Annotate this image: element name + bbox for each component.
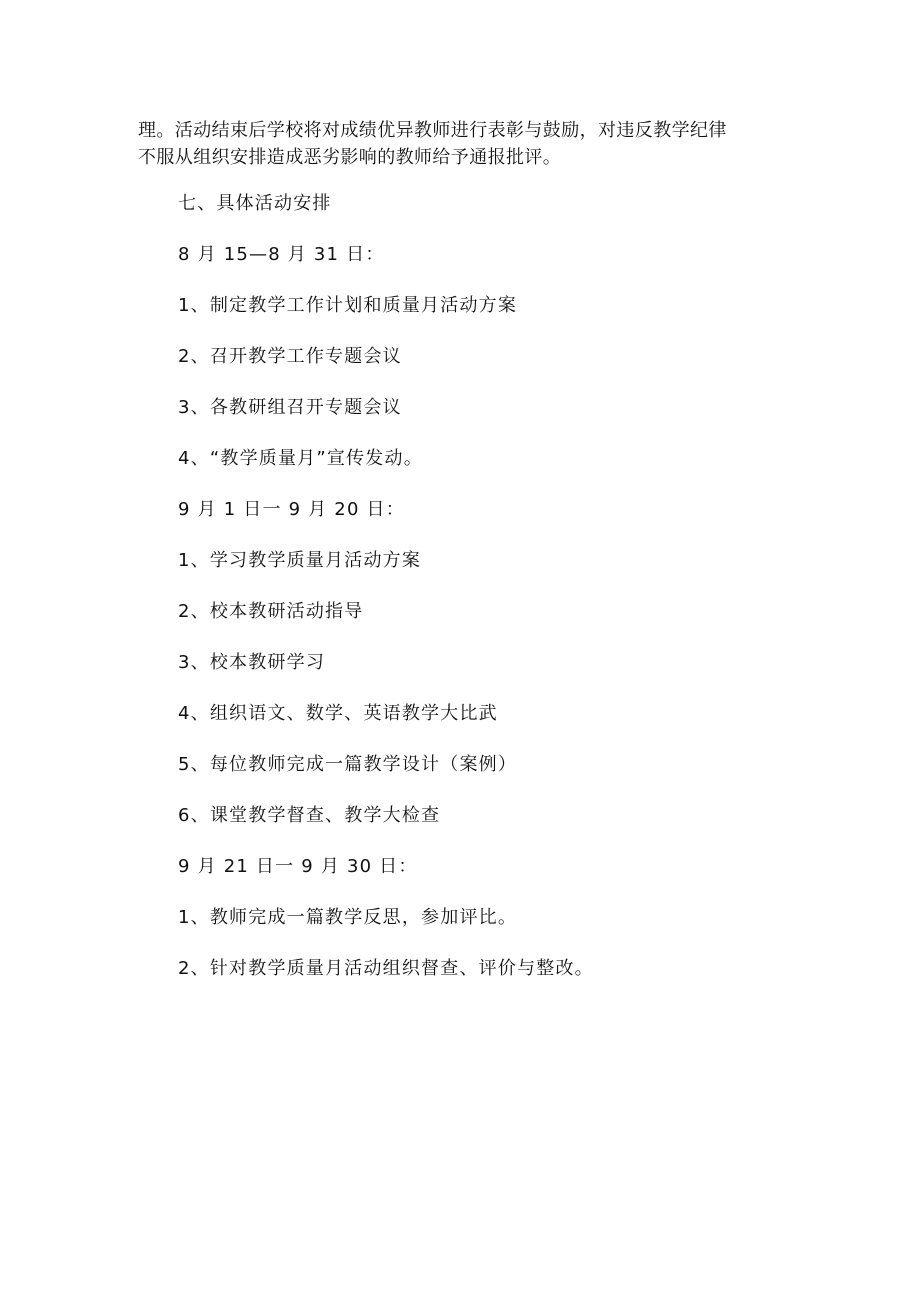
list-item: 3、各教研组召开专题会议 <box>178 397 402 418</box>
phase-date: 8 月 15—8 月 31 日： <box>178 244 385 265</box>
list-item: 4、组织语文、数学、英语教学大比武 <box>178 703 498 724</box>
intro-line: 理。活动结束后学校将对成绩优异教师进行表彰与鼓励，对违反教学纪律 <box>138 120 727 141</box>
list-item: 1、教师完成一篇教学反思，参加评比。 <box>178 907 518 928</box>
list-item: 4、“教学质量月”宣传发动。 <box>178 448 423 469</box>
list-item: 2、校本教研活动指导 <box>178 601 364 622</box>
intro-line: 不服从组织安排造成恶劣影响的教师给予通报批评。 <box>138 147 562 168</box>
list-item: 1、制定教学工作计划和质量月活动方案 <box>178 295 518 316</box>
list-item: 6、课堂教学督查、教学大检查 <box>178 805 441 826</box>
phase-date: 9 月 1 日一 9 月 20 日： <box>178 499 405 520</box>
section-heading: 七、具体活动安排 <box>178 193 332 214</box>
phase-date: 9 月 21 日一 9 月 30 日： <box>178 856 418 877</box>
list-item: 2、针对教学质量月活动组织督查、评价与整改。 <box>178 958 594 979</box>
activity-schedule <box>178 191 818 1007</box>
intro-paragraph <box>138 117 798 171</box>
list-item: 1、学习教学质量月活动方案 <box>178 550 422 571</box>
list-item: 5、每位教师完成一篇教学设计（案例） <box>178 754 518 775</box>
list-item: 2、召开教学工作专题会议 <box>178 346 402 367</box>
list-item: 3、校本教研学习 <box>178 652 326 673</box>
